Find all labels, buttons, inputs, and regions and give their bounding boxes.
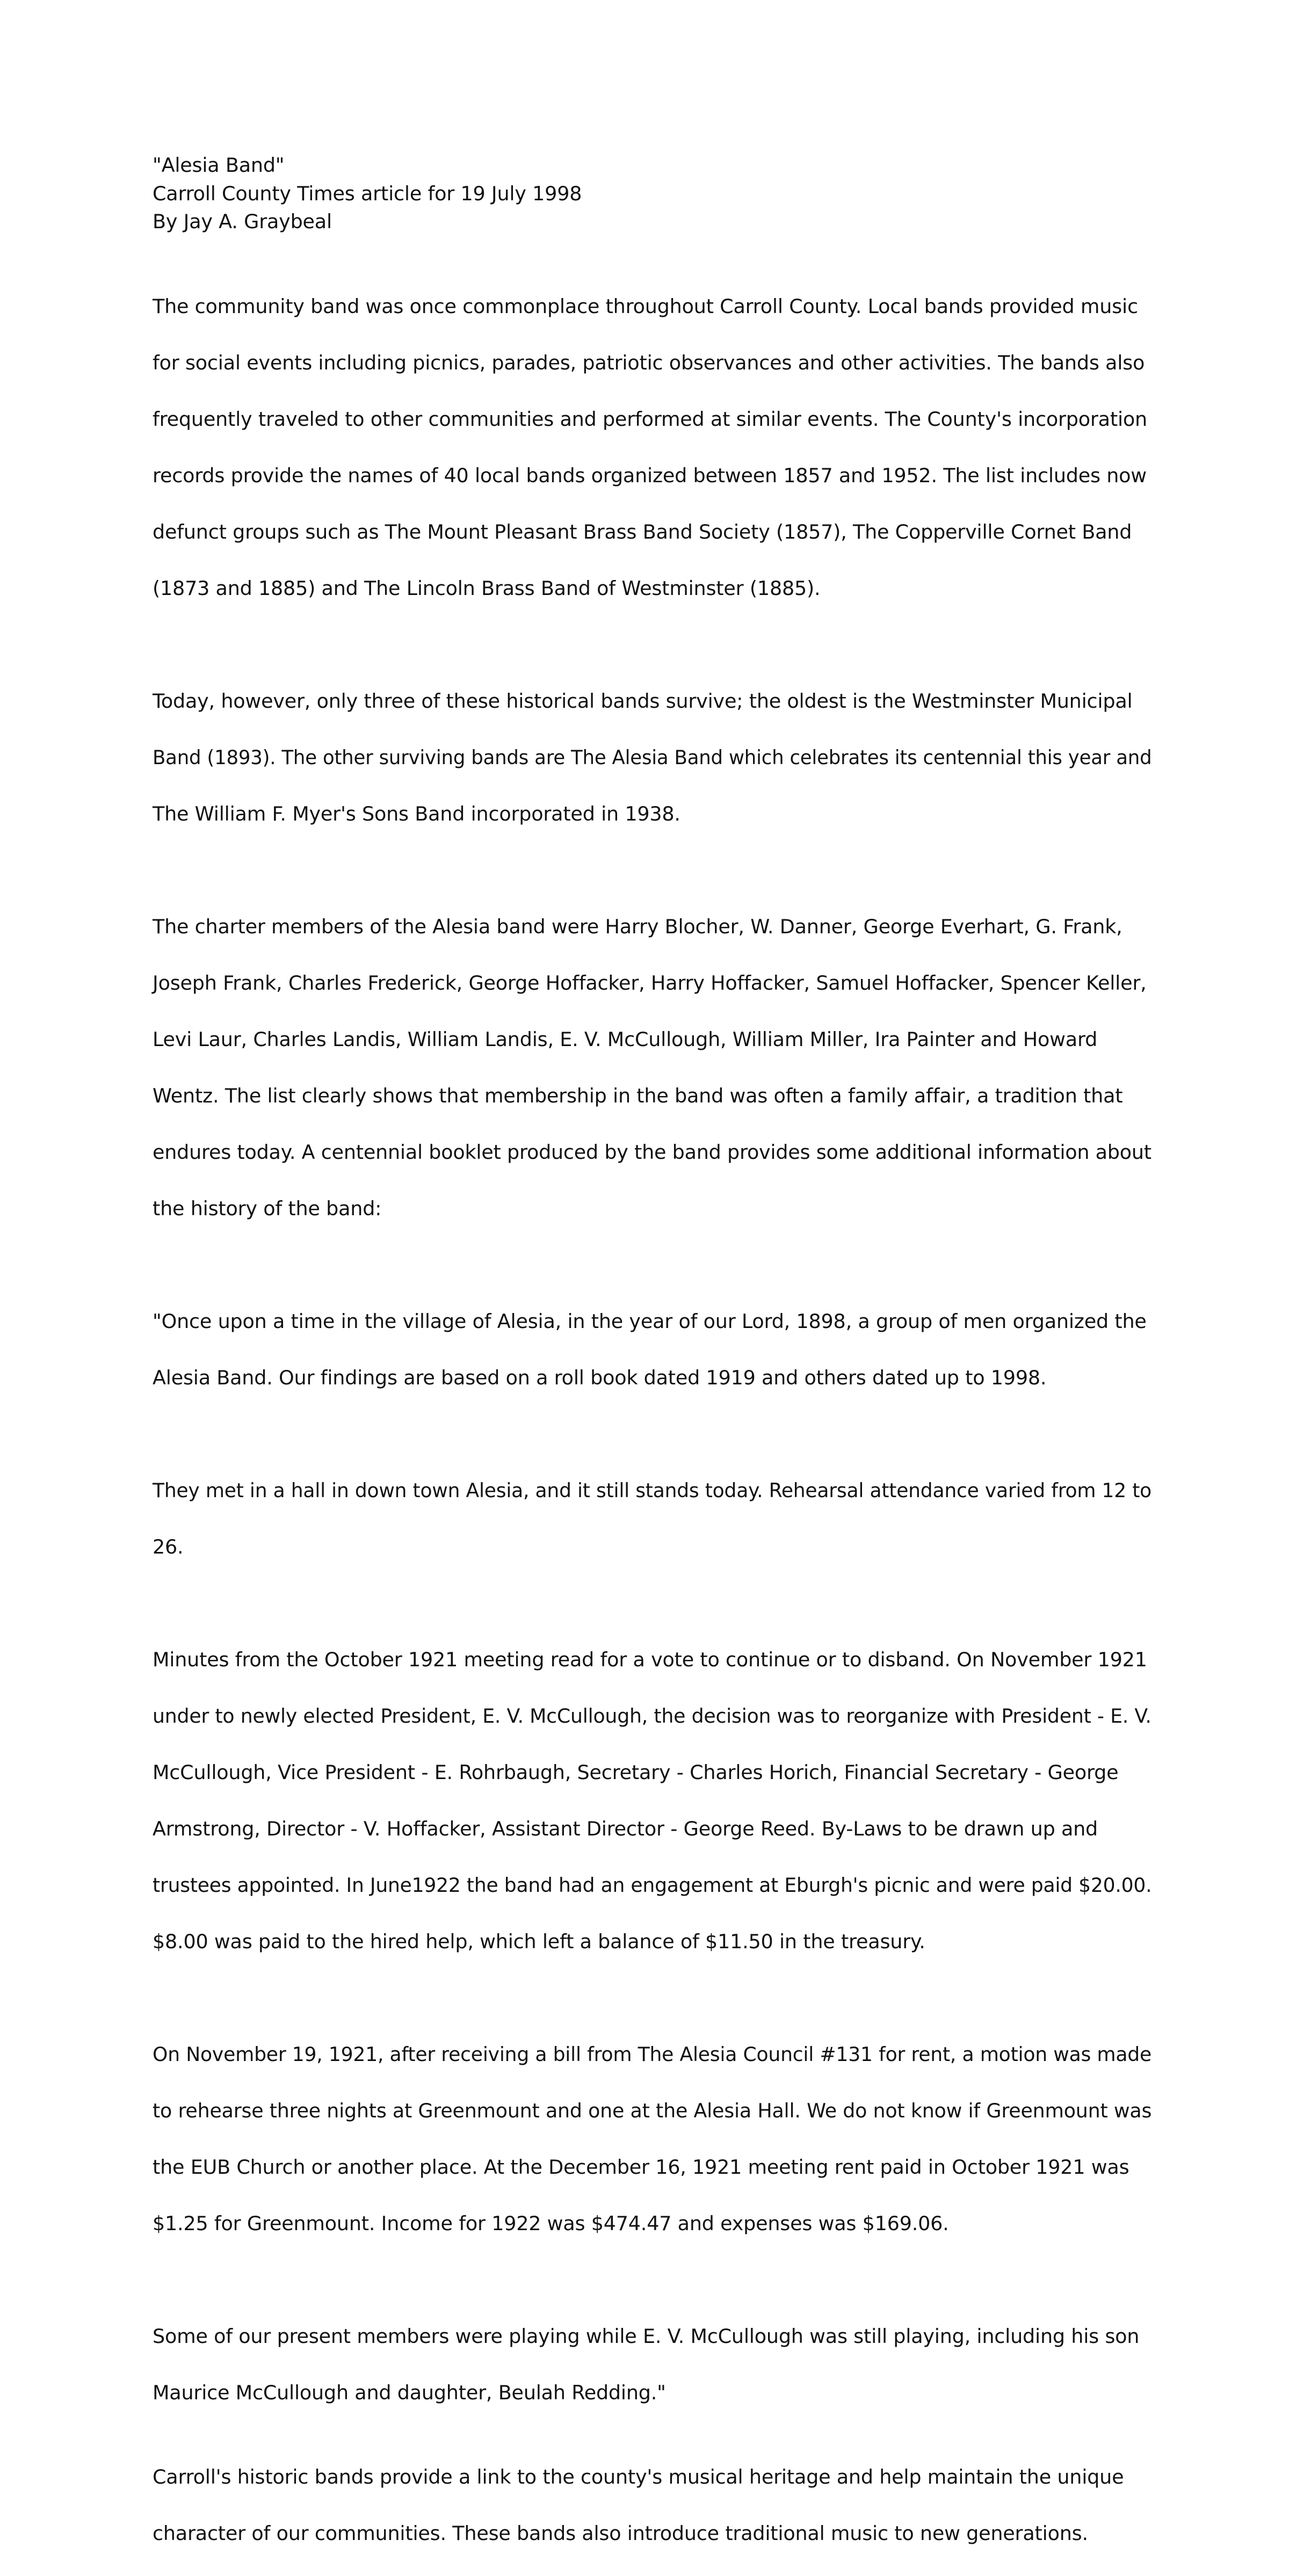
article-byline: By Jay A. Graybeal (153, 208, 1152, 236)
text-line: (1873 and 1885) and The Lincoln Brass Band of Westminster (1885). (153, 575, 1152, 603)
text-line: under to newly elected President, E. V. McCullough, the decision was to reorganize with President - E. V. (153, 1702, 1144, 1731)
text-line: Minutes from the October 1921 meeting read for a vote to continue or to disband. On November 1921 (153, 1646, 1152, 1674)
text-line: The community band was once commonplace throughout Carroll County. Local bands provided music (153, 293, 1152, 321)
text-line: Today, however, only three of these historical bands survive; the oldest is the Westminster Municipal (153, 687, 1152, 716)
text-line: $8.00 was paid to the hired help, which left a balance of $11.50 in the treasury. (153, 1928, 1152, 1956)
text-line: $1.25 for Greenmount. Income for 1922 was $474.47 and expenses was $169.06. (153, 2210, 1152, 2238)
article-header (153, 151, 1152, 236)
document-page (153, 151, 1152, 2576)
paragraph-booklet-quote-rent (153, 2012, 1152, 2266)
text-line: trustees appointed. In June1922 the band had an engagement at Eburgh's picnic and were paid $20.00. (153, 1871, 1140, 1900)
text-line: Alesia Band. Our findings are based on a roll book dated 1919 and others dated up to 1998. (153, 1364, 1152, 1392)
text-line: endures today. A centennial booklet produced by the band provides some additional information about (153, 1138, 1150, 1167)
text-line: character of our communities. These bands also introduce traditional music to new generations. (153, 2520, 1152, 2548)
paragraph-community-bands (153, 264, 1152, 631)
text-line: records provide the names of 40 local bands organized between 1857 and 1952. The list includes now (153, 462, 1152, 490)
text-line: frequently traveled to other communities and performed at similar events. The County's incorporation (153, 405, 1152, 434)
text-line: to rehearse three nights at Greenmount and one at the Alesia Hall. We do not know if Greenmount was (153, 2097, 1148, 2125)
text-line: Armstrong, Director - V. Hoffacker, Assistant Director - George Reed. By-Laws to be drawn up and (153, 1815, 1152, 1844)
text-line: for social events including picnics, parades, patriotic observances and other activities. The bands also (153, 349, 1152, 378)
paragraph-booklet-quote-members (153, 2294, 1152, 2435)
paragraph-conclusion (153, 2435, 1152, 2576)
text-line: the history of the band: (153, 1195, 1152, 1223)
paragraph-booklet-quote-origin (153, 1279, 1152, 1420)
paragraph-charter-members (153, 884, 1152, 1251)
text-line: Band (1893). The other surviving bands are The Alesia Band which celebrates its centennial this year and (153, 744, 1124, 772)
text-line: Joseph Frank, Charles Frederick, George Hoffacker, Harry Hoffacker, Samuel Hoffacker, Spencer Keller, (153, 969, 1152, 998)
paragraph-surviving-bands (153, 659, 1152, 857)
article-source: Carroll County Times article for 19 July 1998 (153, 180, 1152, 208)
text-line: Wentz. The list clearly shows that membership in the band was often a family affair, a tradition that (153, 1082, 1152, 1111)
text-line: defunct groups such as The Mount Pleasant Brass Band Society (1857), The Copperville Cornet Band (153, 518, 1152, 547)
text-line: Some of our present members were playing while E. V. McCullough was still playing, including his son (153, 2323, 1152, 2351)
text-line: The William F. Myer's Sons Band incorporated in 1938. (153, 800, 1152, 829)
paragraph-booklet-quote-minutes (153, 1617, 1152, 1984)
text-line: The charter members of the Alesia band were Harry Blocher, W. Danner, George Everhart, G. Frank, (153, 913, 1152, 941)
text-line: the EUB Church or another place. At the December 16, 1921 meeting rent paid in October 1921 was (153, 2153, 1152, 2182)
text-line: Levi Laur, Charles Landis, William Landis, E. V. McCullough, William Miller, Ira Painter and Howard (153, 1026, 1152, 1054)
text-line: 26. (153, 1533, 1152, 1562)
text-line: McCullough, Vice President - E. Rohrbaugh, Secretary - Charles Horich, Financial Secretary - George (153, 1759, 1152, 1787)
text-line: Maurice McCullough and daughter, Beulah Redding." (153, 2379, 1152, 2407)
text-line: On November 19, 1921, after receiving a bill from The Alesia Council #131 for rent, a motion was made (153, 2041, 1141, 2069)
article-title: "Alesia Band" (153, 151, 1152, 180)
text-line: They met in a hall in down town Alesia, and it still stands today. Rehearsal attendance varied from 12 to (153, 1477, 1139, 1505)
paragraph-booklet-quote-hall (153, 1448, 1152, 1590)
text-line: Carroll's historic bands provide a link to the county's musical heritage and help maintain the unique (153, 2463, 1152, 2492)
text-line: "Once upon a time in the village of Alesia, in the year of our Lord, 1898, a group of men organized the (153, 1308, 1152, 1336)
